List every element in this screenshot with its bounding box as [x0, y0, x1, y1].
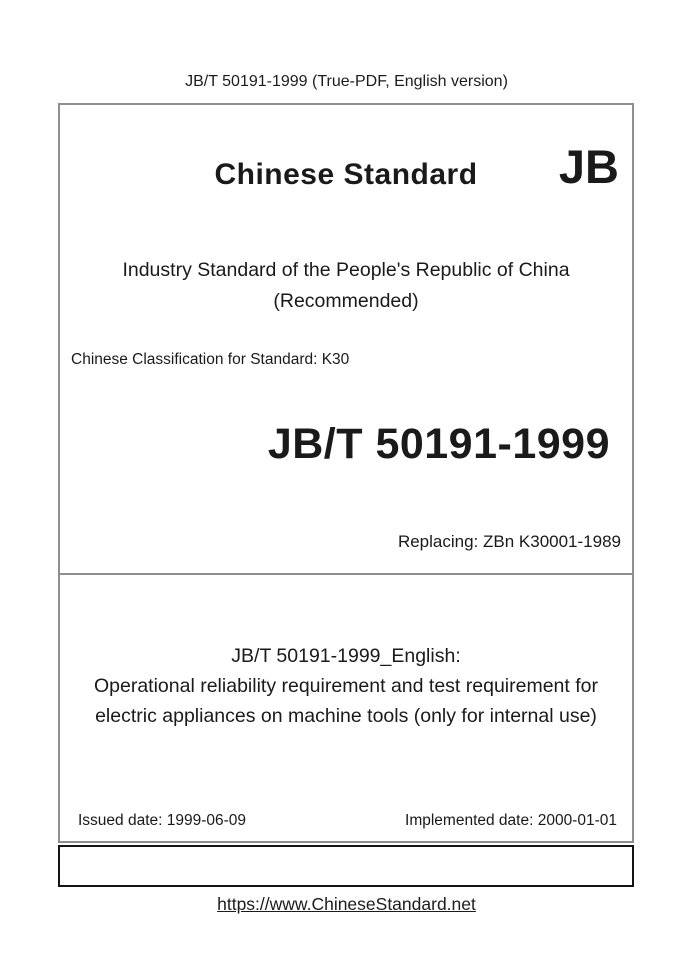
org-block — [60, 255, 632, 317]
website-link[interactable]: https://www.ChineseStandard.net — [217, 894, 476, 914]
cover-main-box — [58, 103, 634, 843]
english-title-block — [60, 641, 632, 731]
classification-line: Chinese Classification for Standard: K30 — [71, 351, 350, 368]
page-footer — [0, 893, 693, 915]
english-title-line-1: Operational reliability requirement and test requirement for — [93, 675, 598, 697]
replacing-line: Replacing: ZBn K30001-1989 — [397, 532, 621, 551]
page-header-title: JB/T 50191-1999 (True-PDF, English version) — [185, 73, 508, 90]
standard-number: JB/T 50191-1999 — [267, 420, 610, 468]
standard-body-code: JB — [558, 140, 619, 193]
english-title-label: JB/T 50191-1999_English: — [231, 645, 461, 667]
issued-date: Issued date: 1999-06-09 — [78, 812, 247, 829]
english-title-line-2: electric appliances on machine tools (only for internal use) — [95, 705, 597, 727]
implemented-date: Implemented date: 2000-01-01 — [405, 812, 617, 829]
org-line-1: Industry Standard of the People's Republic of China — [122, 259, 570, 281]
section-divider — [58, 573, 634, 575]
bottom-empty-box — [58, 845, 634, 887]
dates-row — [60, 811, 632, 831]
org-line-2: (Recommended) — [273, 290, 419, 312]
brand-title: Chinese Standard — [214, 158, 478, 191]
